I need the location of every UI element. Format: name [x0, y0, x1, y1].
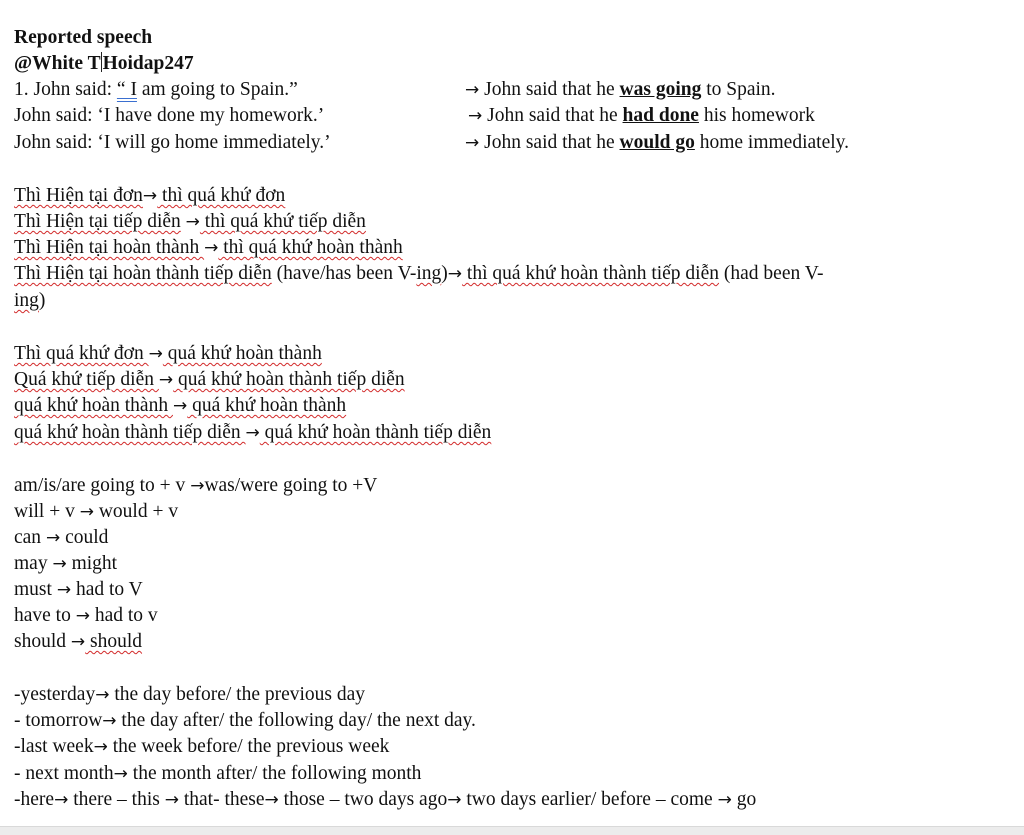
- time-rule: [14, 762, 421, 788]
- author-part2: Hoidap247: [102, 53, 194, 74]
- example-2-direct: John said: ‘I have done my homework.’: [14, 105, 325, 126]
- reported-text: to Spain.: [701, 79, 776, 100]
- modal-rule: [14, 630, 142, 656]
- tense-to: thì quá khứ tiếp diễn: [199, 211, 366, 232]
- modal-from: should: [14, 631, 71, 652]
- time-from: -yesterday: [14, 684, 96, 705]
- modal-to: would + v: [93, 501, 179, 522]
- arrow-icon: →: [102, 711, 117, 731]
- doc-title: Reported speech: [14, 27, 153, 48]
- time-to: that- these: [178, 789, 265, 810]
- example-3-reported: [465, 131, 849, 155]
- tense-form: ing: [14, 290, 39, 311]
- tense-to: quá khứ hoàn thành: [162, 343, 322, 364]
- modal-rule: [14, 578, 143, 604]
- tense-to: quá khứ hoàn thành tiếp diễn: [173, 369, 405, 390]
- tense-from: Thì Hiện tại tiếp diễn: [14, 211, 181, 232]
- time-to: the day after/ the following day/ the next day.: [116, 710, 476, 731]
- modal-to: had to v: [89, 605, 158, 626]
- modal-rule: [14, 500, 178, 526]
- modal-to: was/were going to +V: [204, 475, 378, 496]
- arrow-icon: →: [158, 370, 174, 390]
- reported-text: John said that he: [479, 132, 620, 153]
- tense-to: thì quá khứ hoàn thành: [218, 237, 403, 258]
- tense-form: ing: [416, 263, 442, 284]
- time-from: -here: [14, 789, 55, 810]
- arrow-icon: →: [190, 476, 205, 496]
- tense-to: thì quá khứ hoàn thành tiếp diễn: [462, 263, 720, 284]
- tense-from: Quá khứ tiếp diễn: [14, 369, 159, 390]
- tense-rule: [14, 368, 405, 394]
- arrow-icon: →: [95, 685, 110, 705]
- modal-rule: [14, 552, 117, 578]
- arrow-icon: →: [717, 790, 732, 810]
- time-rule: [14, 683, 365, 709]
- arrow-icon: →: [79, 502, 94, 522]
- reported-text: his homework: [698, 105, 815, 126]
- modal-from: am/is/are going to + v: [14, 475, 191, 496]
- tense-rule: [14, 262, 824, 288]
- arrow-icon: →: [52, 554, 67, 574]
- arrow-icon: →: [468, 106, 483, 126]
- time-to: go: [731, 789, 757, 810]
- time-to: the day before/ the previous day: [109, 684, 366, 705]
- tense-rule: [14, 342, 322, 368]
- time-to: two days earlier/ before – come: [461, 789, 718, 810]
- tense-rule: [14, 394, 346, 420]
- reported-verb: would go: [619, 132, 695, 153]
- time-rule: [14, 709, 476, 735]
- modal-from: have to: [14, 605, 76, 626]
- reported-text: John said that he: [482, 105, 623, 126]
- grammar-flag: “ I: [116, 79, 137, 100]
- arrow-icon: →: [148, 344, 163, 364]
- tense-form: ): [441, 263, 448, 284]
- arrow-icon: →: [70, 632, 86, 652]
- arrow-icon: →: [465, 133, 480, 153]
- reported-text: John said that he: [479, 79, 620, 100]
- modal-to: should: [85, 631, 143, 652]
- tense-to: quá khứ hoàn thành tiếp diễn: [259, 422, 492, 443]
- time-to: those – two days ago: [278, 789, 448, 810]
- modal-rule: [14, 526, 108, 552]
- tense-rule: [14, 210, 366, 236]
- time-from: -last week: [14, 736, 94, 757]
- author-part1: @White T: [14, 53, 101, 74]
- modal-to: might: [66, 553, 118, 574]
- tense-form: (had been V-: [719, 263, 824, 284]
- tense-from: quá khứ hoàn thành tiếp diễn: [14, 422, 246, 443]
- reported-text: home immediately.: [694, 132, 850, 153]
- modal-to: had to V: [71, 579, 143, 600]
- arrow-icon: →: [54, 790, 69, 810]
- author-line: [14, 52, 194, 78]
- time-to: the month after/ the following month: [127, 763, 422, 784]
- example-prefix: 1. John said:: [14, 79, 117, 100]
- time-rule-combined: [14, 788, 756, 814]
- time-from: - next month: [14, 763, 114, 784]
- reported-verb: had done: [622, 105, 699, 126]
- tense-to: quá khứ hoàn thành: [187, 395, 347, 416]
- example-3-direct: John said: ‘I will go home immediately.’: [14, 132, 331, 153]
- tense-to: thì quá khứ đơn: [157, 185, 286, 206]
- tense-form: (have/has been V-: [271, 263, 417, 284]
- time-to: the week before/ the previous week: [107, 736, 390, 757]
- example-text: am going to Spain.”: [136, 79, 298, 100]
- arrow-icon: →: [245, 423, 260, 443]
- example-1-reported: [465, 78, 776, 102]
- arrow-icon: →: [56, 580, 72, 600]
- arrow-icon: →: [264, 790, 279, 810]
- modal-rule: [14, 474, 377, 500]
- arrow-icon: →: [164, 790, 179, 810]
- arrow-icon: →: [93, 737, 108, 757]
- arrow-icon: →: [172, 396, 188, 416]
- arrow-icon: →: [75, 606, 90, 626]
- modal-rule: [14, 604, 158, 630]
- arrow-icon: →: [447, 264, 463, 284]
- tense-rule: [14, 184, 285, 210]
- tense-form: ): [38, 290, 46, 311]
- arrow-icon: →: [447, 790, 462, 810]
- arrow-icon: →: [465, 80, 480, 100]
- tense-from: quá khứ hoàn thành: [14, 395, 173, 416]
- arrow-icon: →: [142, 186, 158, 206]
- modal-from: may: [14, 553, 53, 574]
- arrow-icon: →: [204, 238, 219, 258]
- tense-rule-wrap: [14, 289, 45, 315]
- tense-from: Thì Hiện tại hoàn thành tiếp diễn: [14, 263, 272, 284]
- time-rule: [14, 735, 389, 761]
- arrow-icon: →: [45, 528, 61, 548]
- reported-verb: was going: [619, 79, 702, 100]
- tense-rule: [14, 236, 403, 262]
- arrow-icon: →: [185, 212, 200, 232]
- tense-rule: [14, 421, 491, 447]
- example-2-reported: [468, 104, 815, 128]
- time-to: there – this: [68, 789, 165, 810]
- modal-from: can: [14, 527, 46, 548]
- modal-from: will + v: [14, 501, 80, 522]
- example-1-direct: [14, 78, 298, 104]
- arrow-icon: →: [113, 764, 128, 784]
- tense-from: Thì quá khứ đơn: [14, 343, 149, 364]
- modal-to: could: [60, 527, 109, 548]
- tense-from: Thì Hiện tại đơn: [14, 185, 143, 206]
- modal-from: must: [14, 579, 57, 600]
- tense-from: Thì Hiện tại hoàn thành: [14, 237, 205, 258]
- time-from: - tomorrow: [14, 710, 103, 731]
